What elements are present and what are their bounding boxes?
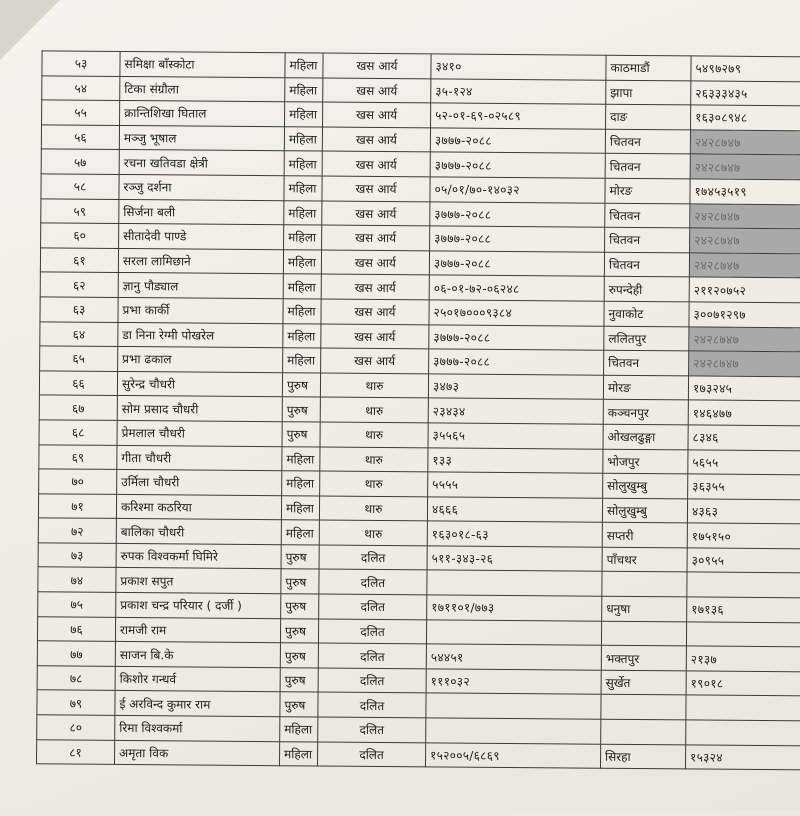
phone-cell [686,622,800,648]
phone-cell: १४६४७७ [688,400,800,426]
name-cell: प्रकाश सपुत [116,568,281,594]
gender-cell: पुरुष [280,618,318,643]
serial-number-cell: ६४ [40,321,118,346]
id-number-cell: ३५-१२४ [431,78,606,104]
name-cell: डा निना रेग्मी पोखरेल [118,322,283,348]
id-number-cell: ५११-३४३-२६ [427,546,602,572]
district-cell: सुर्खेत [601,670,686,695]
name-cell: सोम प्रसाद चौधरी [117,396,282,422]
name-cell: सिर्जना बली [119,199,284,225]
category-cell: खस आर्य [323,78,431,103]
serial-number-cell: ६७ [39,395,117,420]
phone-cell: ४३६३ [687,499,800,525]
gender-cell: महिला [282,446,320,471]
category-cell: दलित [318,643,426,668]
name-cell: रामजी राम [115,617,280,643]
category-cell: खस आर्य [323,53,431,78]
phone-cell: ८३४६ [688,425,800,451]
id-number-cell: ३५५६५ [428,423,603,449]
serial-number-cell: ७० [39,469,117,494]
phone-cell: २४२८७४७ [689,351,800,377]
serial-number-cell: ७२ [38,518,116,543]
district-cell: चितवन [605,203,690,228]
serial-number-cell: ७३ [38,543,116,568]
serial-number-cell: ७८ [37,666,115,691]
category-cell: खस आर्य [322,225,430,250]
district-cell: ओखलढुङ्गा [603,424,688,449]
name-cell: रञ्जु दर्शना [119,174,284,200]
phone-cell: २१३७ [686,646,800,672]
category-cell: दलित [319,569,427,594]
id-number-cell: १५२००५/६८६९ [425,742,600,768]
phone-cell: २११२०७५२ [689,277,800,303]
name-cell: सुरेन्द्र चौधरी [117,371,282,397]
id-number-cell: ३७७७-२०८८ [430,201,605,227]
category-cell: खस आर्य [321,250,429,275]
gender-cell: महिला [283,274,321,299]
phone-cell: १९०१८ [686,671,800,697]
gender-cell: महिला [283,299,321,324]
district-cell: सोलुखुम्बु [602,498,687,523]
name-cell: उर्मिला चौधरी [117,470,282,496]
district-cell: चितवन [604,350,689,375]
id-number-cell [427,570,602,596]
gender-cell: पुरुष [282,422,320,447]
id-number-cell: ३७७७-२०८८ [430,128,605,154]
name-cell: अमृता विक [114,740,279,766]
name-cell: सीतादेवी पाण्डे [119,224,284,250]
category-cell: खस आर्य [322,151,430,176]
district-cell: दाङ [606,104,691,129]
id-number-cell [426,620,601,646]
id-number-cell: २५०१७०००९३८४ [429,300,604,326]
phone-cell: १७५१५० [687,523,800,549]
name-cell: क्रान्तिशिखा घिताल [120,101,285,127]
table-row [37,739,800,770]
district-cell: भोजपुर [603,449,688,474]
phone-cell: २४२८७४७ [690,154,800,180]
name-cell: किशोर गन्धर्व [115,666,280,692]
category-cell: दलित [318,692,426,717]
district-cell: चितवन [605,154,690,179]
candidate-table [36,50,800,770]
name-cell: मञ्जु भूषाल [119,125,284,151]
phone-cell: २४२८७४७ [690,228,800,254]
district-cell: मोरङ [605,178,690,203]
district-cell: सप्तरी [602,523,687,548]
category-cell: खस आर्य [322,176,430,201]
serial-number-cell: ७९ [37,690,115,715]
serial-number-cell: ७७ [37,641,115,666]
name-cell: प्रभा कार्की [118,297,283,323]
gender-cell: पुरुष [281,594,319,619]
id-number-cell [426,693,601,719]
gender-cell: पुरुष [281,545,319,570]
name-cell: बालिका चौधरी [116,519,281,545]
serial-number-cell: ६५ [40,346,118,371]
district-cell: धनुषा [602,596,687,621]
gender-cell: महिला [284,225,322,250]
serial-number-cell: ५३ [42,51,120,76]
category-cell: दलित [318,668,426,693]
id-number-cell: १११०३२ [426,669,601,695]
category-cell: खस आर्य [321,299,429,324]
id-number-cell: ३७७७-२०८८ [429,251,604,277]
phone-cell: २६३३३४३५ [691,81,800,107]
id-number-cell: ३७७७-२०८८ [429,349,604,375]
id-number-cell: १३३ [428,447,603,473]
phone-cell [686,695,800,721]
id-number-cell [426,718,601,744]
name-cell: रुपक विश्वकर्मा घिमिरे [116,543,281,569]
category-cell: दलित [319,545,427,570]
id-number-cell: १७११०१/७७३ [427,595,602,621]
category-cell: खस आर्य [321,324,429,349]
serial-number-cell: ८१ [37,739,115,764]
gender-cell: महिला [284,200,322,225]
id-number-cell: ३४७३ [428,374,603,400]
category-cell: थारु [320,422,428,447]
serial-number-cell: ८० [37,715,115,740]
district-cell: चितवन [605,129,690,154]
serial-number-cell: ७५ [38,592,116,617]
phone-cell: १५३२४ [685,745,800,771]
gender-cell: पुरुष [280,668,318,693]
gender-cell: महिला [284,127,322,152]
district-cell: नुवाकोट [604,301,689,326]
gender-cell: पुरुष [282,397,320,422]
district-cell [601,621,686,646]
district-cell: मोरङ [603,375,688,400]
gender-cell: महिला [284,151,322,176]
id-number-cell: ३४१० [431,54,606,80]
gender-cell: महिला [282,471,320,496]
category-cell: थारु [320,447,428,472]
category-cell: थारु [319,496,427,521]
district-cell [601,695,686,720]
district-cell: पाँचथर [602,547,687,572]
category-cell: थारु [320,373,428,398]
district-cell: काठमाडौं [606,55,691,80]
category-cell: खस आर्य [322,201,430,226]
gender-cell: पुरुष [282,372,320,397]
id-number-cell: ५५५५ [428,472,603,498]
gender-cell: महिला [285,53,323,78]
phone-cell: २४२८७४७ [690,130,800,156]
gender-cell: महिला [283,249,321,274]
id-number-cell: ०६-०१-७२-०६२४८ [429,275,604,301]
serial-number-cell: ७१ [38,494,116,519]
phone-cell: १७४५३५१९ [690,179,800,205]
gender-cell: महिला [280,717,318,742]
phone-cell: १६३०८९४८ [691,105,800,131]
phone-cell: २४२८७४७ [689,326,800,352]
serial-number-cell: ५७ [41,149,119,174]
serial-number-cell: ६० [41,223,119,248]
district-cell [601,719,686,744]
name-cell: गीता चौधरी [117,445,282,471]
phone-cell: ३००७१२९७ [689,302,800,328]
category-cell: दलित [318,717,426,742]
serial-number-cell: ५६ [41,125,119,150]
category-cell: थारु [320,471,428,496]
name-cell: प्रकाश चन्द्र परियार ( दर्जी ) [116,592,281,618]
category-cell: दलित [319,594,427,619]
name-cell: ई अरविन्द कुमार राम [115,691,280,717]
district-cell: चितवन [604,252,689,277]
name-cell: टिका संग्रौला [120,76,285,102]
serial-number-cell: ५९ [41,198,119,223]
phone-cell: २४२८७४७ [689,253,800,279]
serial-number-cell: ६३ [40,297,118,322]
serial-number-cell: ५४ [42,75,120,100]
name-cell: रिमा विश्वकर्मा [115,715,280,741]
phone-cell [686,720,800,746]
category-cell: दलित [317,742,425,767]
serial-number-cell: ६९ [39,444,117,469]
serial-number-cell: ७४ [38,567,116,592]
name-cell: प्रेमलाल चौधरी [117,420,282,446]
phone-cell: ५४९७२७९ [691,56,800,82]
gender-cell: महिला [281,495,319,520]
serial-number-cell: ५५ [42,100,120,125]
phone-cell: ३६३५५ [688,474,800,500]
phone-cell [687,572,800,598]
phone-cell: २४२८७४७ [690,203,800,229]
serial-number-cell: ६६ [39,371,117,396]
name-cell: रचना खतिवडा क्षेत्री [119,150,284,176]
district-cell: भक्तपुर [601,645,686,670]
name-cell: समिक्षा बाँस्कोटा [120,51,285,77]
serial-number-cell: ६८ [39,420,117,445]
category-cell: दलित [318,619,426,644]
district-cell: चितवन [605,227,690,252]
name-cell: प्रभा ढकाल [118,347,283,373]
district-cell: सिरहा [600,744,685,769]
category-cell: खस आर्य [321,274,429,299]
phone-cell: ५६५५ [688,449,800,475]
id-number-cell: २३४३४ [428,398,603,424]
phone-cell: १७१३६ [687,597,800,623]
name-cell: ज्ञानु पौड्याल [118,273,283,299]
district-cell [602,572,687,597]
category-cell: खस आर्य [322,127,430,152]
serial-number-cell: ६२ [40,272,118,297]
gender-cell: महिला [285,77,323,102]
id-number-cell: ४६६६ [427,497,602,523]
gender-cell: महिला [285,102,323,127]
gender-cell: महिला [283,348,321,373]
district-cell: ललितपुर [604,326,689,351]
category-cell: थारु [319,520,427,545]
id-number-cell: ०५/०१/७०-१४०३२ [430,177,605,203]
name-cell: सरला लामिछाने [118,248,283,274]
serial-number-cell: ६१ [40,248,118,273]
id-number-cell: ५२-०१-६९-०२५८९ [431,103,606,129]
serial-number-cell: ५८ [41,174,119,199]
gender-cell: पुरुष [280,643,318,668]
gender-cell: महिला [281,520,319,545]
gender-cell: पुरुष [281,569,319,594]
category-cell: थारु [320,397,428,422]
name-cell: साजन बि.के [115,642,280,668]
id-number-cell: ३७७७-२०८८ [430,226,605,252]
phone-cell: १७३२४५ [688,376,800,402]
gender-cell: महिला [284,176,322,201]
id-number-cell: ३७७७-२०८८ [429,324,604,350]
district-cell: कञ्चनपुर [603,400,688,425]
district-cell: रुपन्देही [604,277,689,302]
id-number-cell: ३७७७-२०८८ [430,152,605,178]
category-cell: खस आर्य [323,102,431,127]
gender-cell: महिला [279,741,317,766]
gender-cell: महिला [283,323,321,348]
id-number-cell: १६३०१८-६३ [427,521,602,547]
id-number-cell: ५४४५१ [426,644,601,670]
phone-cell: ३०९५५ [687,548,800,574]
gender-cell: पुरुष [280,692,318,717]
district-cell: सोलुखुम्बु [603,473,688,498]
category-cell: खस आर्य [321,348,429,373]
name-cell: करिश्मा कठरिया [116,494,281,520]
table-body [37,51,800,770]
district-cell: झापा [606,80,691,105]
serial-number-cell: ७६ [37,616,115,641]
